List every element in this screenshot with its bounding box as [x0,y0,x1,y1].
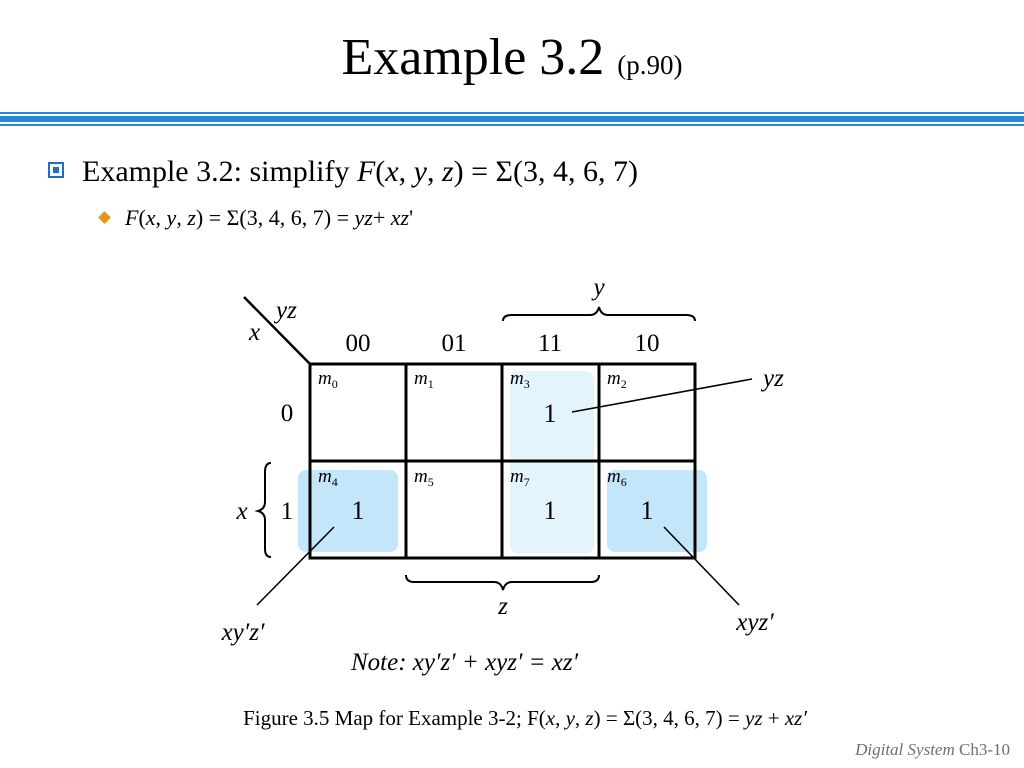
caption-plus: + [762,706,785,730]
cell-m2-label: $m_2$ [607,368,627,391]
y-brace [503,307,695,321]
cell-m3-label: $m_3$ [510,368,530,391]
cell-m4-value: 1 [351,496,365,525]
leader-xy-z-left [257,527,334,605]
cell-m6-label: $m_6$ [607,466,627,489]
caption-arg-x: x [545,706,556,730]
corner-rows-var: x [249,319,261,346]
bullet1-prefix: Example 3.2: simplify [82,155,357,188]
col-label-01: 01 [441,330,467,357]
bullet1-arg-y: y [413,155,427,188]
col-label-00: 00 [345,330,371,357]
bullet1-arg-x: x [385,155,399,188]
bullet2-arg-z: z [187,205,196,230]
kmap-note: Note: xy′z′ + xyz′ = xz′ [351,649,579,676]
bullet1-function: F [356,155,376,188]
caption-term1: yz [745,706,763,730]
caption-arg-z: z [585,706,594,730]
bullet2-prime: ' [409,205,414,230]
group-xz-left-highlight [298,470,398,552]
x-brace [258,463,271,557]
bullet2-plus: + [372,205,391,230]
bullet2-arg-x: x [145,205,156,230]
col-label-10: 10 [634,330,660,357]
corner-cols-var: yz [276,297,297,324]
bullet2-arg-y: y [166,205,177,230]
bullet-level2: F(x, y, z) = Σ(3, 4, 6, 7) = yz+ xz' [100,203,413,233]
annotation-xy-prime-z-prime: xy′z′ [221,619,265,646]
bullet1-arg-z: z [441,155,454,188]
title-page-ref: (p.90) [617,50,683,80]
annotation-yz: yz [763,365,784,392]
bullet2-term2: xz [390,205,410,230]
bullet2-sum: = Σ(3, 4, 6, 7) = [203,205,355,230]
bullet2-term1: yz [354,205,373,230]
bullet2-function: F [125,205,139,230]
z-brace [406,575,599,590]
footer-course: Digital System [855,740,955,759]
footer-page: Ch3-10 [959,740,1010,759]
row-label-0: 0 [280,400,294,427]
cell-m1-label: $m_1$ [414,368,434,391]
cell-m0-label: $m_0$ [318,368,338,391]
cell-m6-value: 1 [640,496,654,525]
col-label-11: 11 [537,330,563,357]
cell-m4-label: $m_4$ [318,466,338,489]
bullet-level1: Example 3.2: simplify F(x, y, z) = Σ(3, 4, 6, 7) [48,152,638,192]
cell-m7-label: $m_7$ [510,466,530,489]
cell-m7-value: 1 [543,496,557,525]
figure-caption: Figure 3.5 Map for Example 3-2; F(x, y, z) = Σ(3, 4, 6, 7) = yz + xz′ [243,706,807,730]
title-main: Example 3.2 [341,29,605,86]
annotation-xyz-prime: xyz′ [736,609,774,636]
y-group-label: y [593,274,605,301]
caption-term2: xz′ [784,706,807,730]
caption-arg-y: y [565,706,575,730]
x-group-label: x [236,498,248,525]
cell-m5-label: $m_5$ [414,466,434,489]
cell-m3-value: 1 [543,399,557,428]
row-label-1: 1 [280,498,294,525]
caption-sum: ) = Σ(3, 4, 6, 7) = [593,706,745,730]
caption-prefix: Figure 3.5 Map for Example 3-2; F( [243,706,546,730]
slide-footer [855,740,1010,760]
z-group-label: z [498,593,508,620]
bullet1-rhs: = Σ(3, 4, 6, 7) [463,155,639,188]
